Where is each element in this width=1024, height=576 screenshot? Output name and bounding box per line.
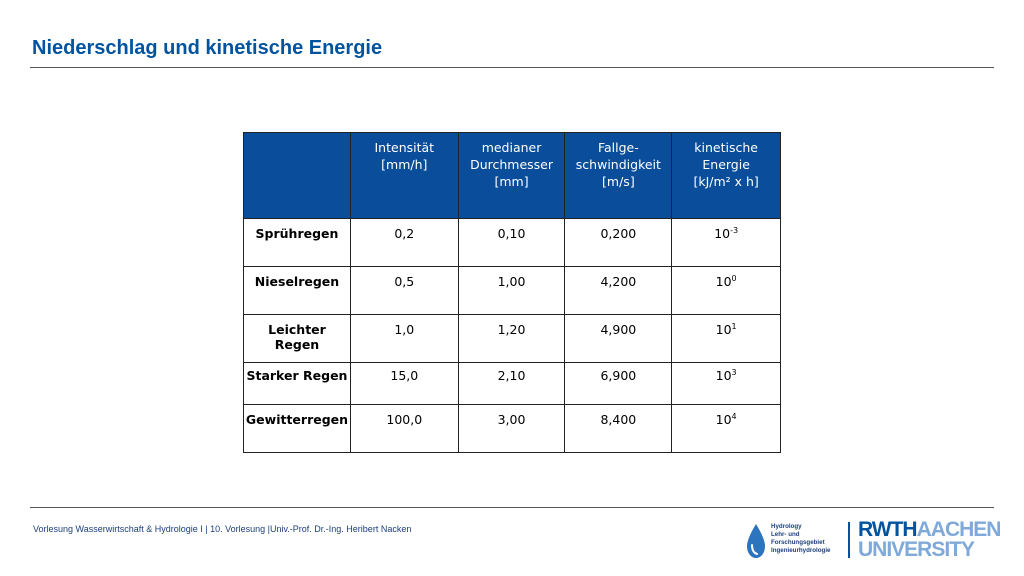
university-wordmark: UNIVERSITY — [858, 538, 975, 561]
header-energy: kinetische Energie [kJ/m² x h] — [672, 133, 781, 219]
title-divider — [30, 67, 994, 68]
row-label: Starker Regen — [244, 363, 351, 405]
energy-cell: $10^3$ — [672, 363, 781, 405]
energy-exponent: 0 — [731, 273, 737, 283]
intensity-cell: 1,0 — [350, 315, 458, 363]
header-empty-cell — [244, 133, 351, 219]
diameter-cell: 1,00 — [458, 267, 565, 315]
energy-cell: $10^0$ — [672, 267, 781, 315]
logo-divider — [848, 522, 850, 558]
velocity-cell: 8,400 — [565, 405, 672, 453]
table-row — [244, 405, 781, 453]
velocity-cell: 6,900 — [565, 363, 672, 405]
energy-exponent: -3 — [730, 225, 739, 235]
energy-exponent: 4 — [731, 411, 737, 421]
header-intensity: Intensität [mm/h] — [350, 133, 458, 219]
energy-exponent: 1 — [731, 321, 737, 331]
aachen-wordmark: AACHEN — [916, 518, 1001, 541]
hydrology-logo-text: Hydrology Lehr- und Forschungsgebiet Ingenieurhydrologie — [771, 523, 831, 554]
footer-text: Vorlesung Wasserwirtschaft & Hydrologie I | 10. Vorlesung |Univ.-Prof. Dr.-Ing. Heribert Nacken — [33, 524, 412, 534]
diameter-cell: 2,10 — [458, 363, 565, 405]
rwth-wordmark: RWTH — [858, 518, 917, 541]
row-label: Gewitterregen — [244, 405, 351, 453]
row-label: Sprühregen — [244, 219, 351, 267]
rwth-logo — [858, 519, 1000, 560]
slide-title: Niederschlag und kinetische Energie — [32, 37, 383, 59]
water-drop-icon — [745, 522, 767, 560]
energy-cell: $10^{-3}$ — [672, 219, 781, 267]
diameter-cell: 1,20 — [458, 315, 565, 363]
table-row — [244, 267, 781, 315]
table-row — [244, 315, 781, 363]
intensity-cell: 0,5 — [350, 267, 458, 315]
diameter-cell: 0,10 — [458, 219, 565, 267]
velocity-cell: 0,200 — [565, 219, 672, 267]
diameter-cell: 3,00 — [458, 405, 565, 453]
hydrology-logo — [745, 522, 845, 560]
table-row — [244, 363, 781, 405]
intensity-cell: 0,2 — [350, 219, 458, 267]
table-row — [244, 219, 781, 267]
rain-energy-table — [243, 132, 781, 453]
intensity-cell: 15,0 — [350, 363, 458, 405]
header-diameter: medianer Durchmesser [mm] — [458, 133, 565, 219]
energy-exponent: 3 — [731, 367, 737, 377]
velocity-cell: 4,200 — [565, 267, 672, 315]
footer-divider — [30, 507, 994, 508]
energy-cell: $10^1$ — [672, 315, 781, 363]
header-velocity: Fallge- schwindigkeit [m/s] — [565, 133, 672, 219]
energy-cell: $10^4$ — [672, 405, 781, 453]
table-header-row — [244, 133, 781, 219]
row-label: Nieselregen — [244, 267, 351, 315]
intensity-cell: 100,0 — [350, 405, 458, 453]
row-label: Leichter Regen — [244, 315, 351, 363]
velocity-cell: 4,900 — [565, 315, 672, 363]
